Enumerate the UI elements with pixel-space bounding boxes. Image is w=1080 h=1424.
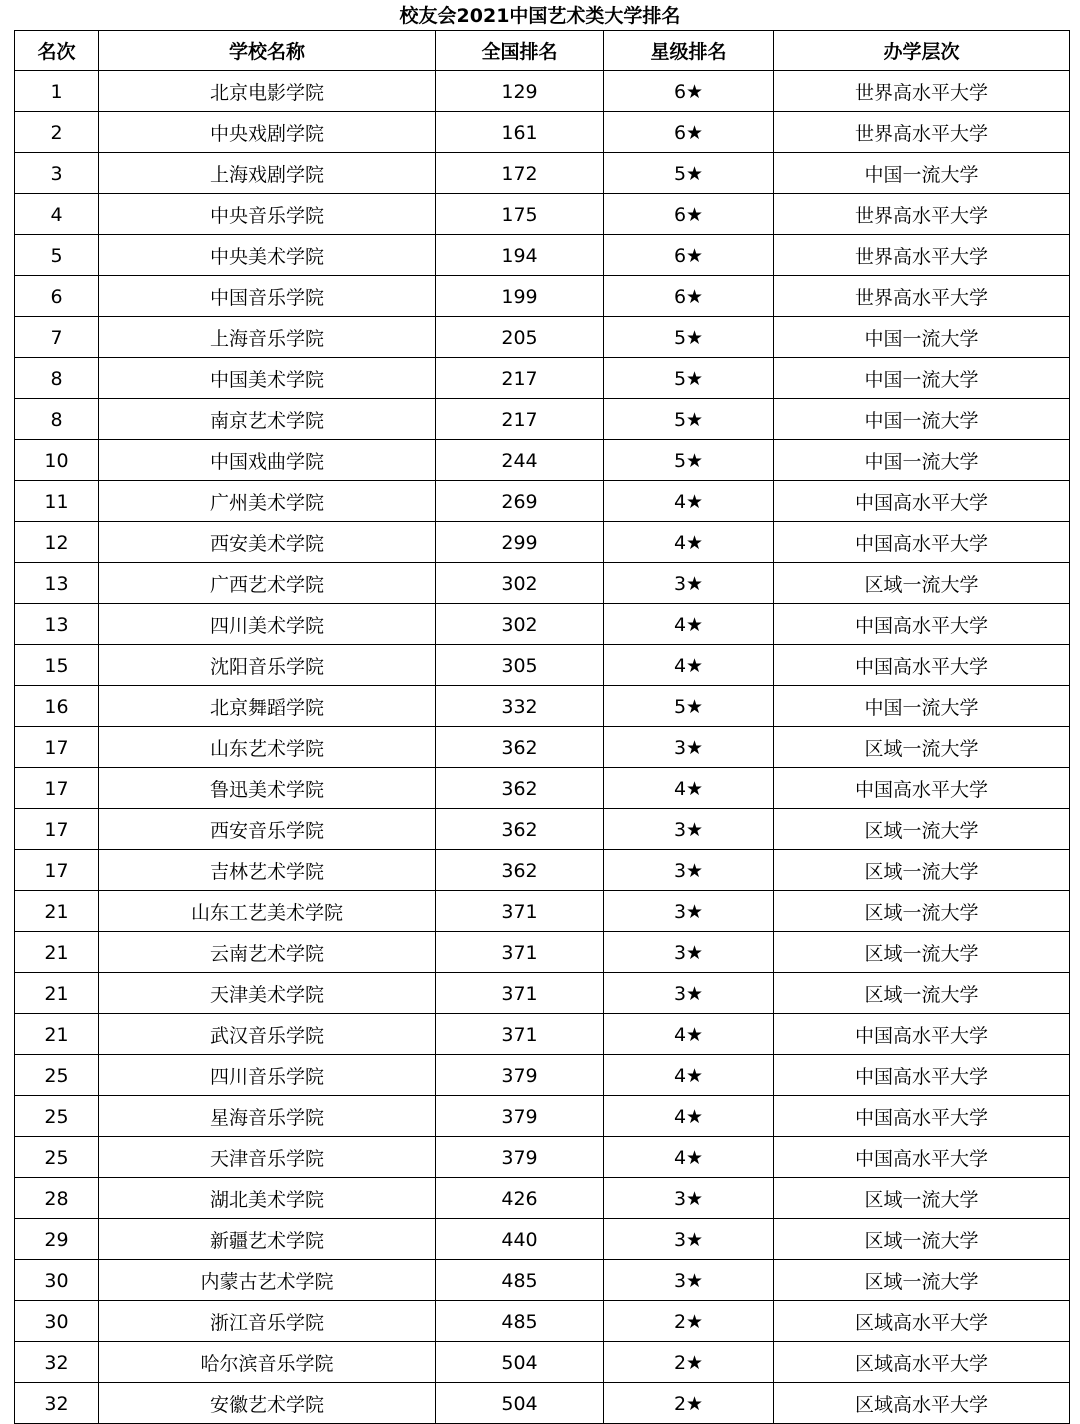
cell-level: 中国高水平大学: [774, 1014, 1070, 1055]
cell-star-rank: 4★: [604, 481, 774, 522]
cell-national-rank: 205: [436, 317, 604, 358]
cell-star-rank: 6★: [604, 235, 774, 276]
cell-national-rank: 379: [436, 1055, 604, 1096]
cell-level: 中国高水平大学: [774, 481, 1070, 522]
cell-level: 中国高水平大学: [774, 1137, 1070, 1178]
cell-rank: 28: [15, 1178, 99, 1219]
cell-rank: 8: [15, 358, 99, 399]
cell-national-rank: 371: [436, 891, 604, 932]
cell-rank: 25: [15, 1055, 99, 1096]
cell-rank: 5: [15, 235, 99, 276]
cell-school-name: 北京电影学院: [99, 71, 436, 112]
cell-school-name: 南京艺术学院: [99, 399, 436, 440]
cell-star-rank: 4★: [604, 1137, 774, 1178]
header-rank: 名次: [15, 31, 99, 71]
cell-school-name: 武汉音乐学院: [99, 1014, 436, 1055]
cell-national-rank: 485: [436, 1260, 604, 1301]
cell-rank: 1: [15, 71, 99, 112]
cell-star-rank: 3★: [604, 809, 774, 850]
table-row: [15, 768, 1070, 809]
table-row: [15, 1260, 1070, 1301]
cell-school-name: 中央美术学院: [99, 235, 436, 276]
header-school: 学校名称: [99, 31, 436, 71]
cell-rank: 17: [15, 850, 99, 891]
cell-level: 中国一流大学: [774, 399, 1070, 440]
cell-star-rank: 5★: [604, 358, 774, 399]
cell-level: 区域一流大学: [774, 1219, 1070, 1260]
cell-star-rank: 2★: [604, 1342, 774, 1383]
table-row: [15, 1219, 1070, 1260]
cell-level: 世界高水平大学: [774, 276, 1070, 317]
table-row: [15, 235, 1070, 276]
cell-star-rank: 6★: [604, 71, 774, 112]
table-row: [15, 194, 1070, 235]
cell-rank: 8: [15, 399, 99, 440]
cell-rank: 2: [15, 112, 99, 153]
table-row: [15, 1055, 1070, 1096]
cell-school-name: 浙江音乐学院: [99, 1301, 436, 1342]
cell-rank: 17: [15, 727, 99, 768]
cell-level: 世界高水平大学: [774, 194, 1070, 235]
cell-star-rank: 6★: [604, 112, 774, 153]
cell-school-name: 四川音乐学院: [99, 1055, 436, 1096]
cell-school-name: 中央戏剧学院: [99, 112, 436, 153]
cell-national-rank: 302: [436, 563, 604, 604]
cell-school-name: 安徽艺术学院: [99, 1383, 436, 1424]
table-row: [15, 645, 1070, 686]
cell-national-rank: 269: [436, 481, 604, 522]
cell-star-rank: 6★: [604, 194, 774, 235]
table-body: [15, 71, 1070, 1424]
cell-school-name: 西安美术学院: [99, 522, 436, 563]
table-row: [15, 481, 1070, 522]
table-row: [15, 850, 1070, 891]
cell-level: 区域一流大学: [774, 932, 1070, 973]
cell-level: 中国一流大学: [774, 358, 1070, 399]
cell-school-name: 内蒙古艺术学院: [99, 1260, 436, 1301]
cell-level: 区域一流大学: [774, 809, 1070, 850]
cell-rank: 17: [15, 809, 99, 850]
table-row: [15, 358, 1070, 399]
cell-level: 区域高水平大学: [774, 1383, 1070, 1424]
cell-school-name: 天津音乐学院: [99, 1137, 436, 1178]
cell-rank: 21: [15, 1014, 99, 1055]
cell-level: 中国一流大学: [774, 440, 1070, 481]
table-row: [15, 1342, 1070, 1383]
header-level: 办学层次: [774, 31, 1070, 71]
cell-level: 中国高水平大学: [774, 645, 1070, 686]
cell-school-name: 中国美术学院: [99, 358, 436, 399]
header-national-rank: 全国排名: [436, 31, 604, 71]
cell-star-rank: 4★: [604, 645, 774, 686]
cell-national-rank: 362: [436, 727, 604, 768]
cell-national-rank: 379: [436, 1096, 604, 1137]
cell-national-rank: 371: [436, 973, 604, 1014]
cell-star-rank: 4★: [604, 1096, 774, 1137]
table-row: [15, 932, 1070, 973]
cell-rank: 16: [15, 686, 99, 727]
table-row: [15, 604, 1070, 645]
cell-school-name: 上海戏剧学院: [99, 153, 436, 194]
table-row: [15, 71, 1070, 112]
cell-level: 区域高水平大学: [774, 1342, 1070, 1383]
cell-rank: 17: [15, 768, 99, 809]
table-row: [15, 809, 1070, 850]
cell-school-name: 吉林艺术学院: [99, 850, 436, 891]
cell-national-rank: 217: [436, 399, 604, 440]
cell-rank: 12: [15, 522, 99, 563]
cell-school-name: 北京舞蹈学院: [99, 686, 436, 727]
cell-national-rank: 362: [436, 809, 604, 850]
cell-rank: 15: [15, 645, 99, 686]
cell-level: 区域一流大学: [774, 1260, 1070, 1301]
cell-national-rank: 244: [436, 440, 604, 481]
table-row: [15, 440, 1070, 481]
cell-national-rank: 485: [436, 1301, 604, 1342]
cell-school-name: 天津美术学院: [99, 973, 436, 1014]
cell-level: 中国一流大学: [774, 686, 1070, 727]
cell-school-name: 沈阳音乐学院: [99, 645, 436, 686]
cell-school-name: 中国音乐学院: [99, 276, 436, 317]
cell-star-rank: 6★: [604, 276, 774, 317]
cell-school-name: 新疆艺术学院: [99, 1219, 436, 1260]
table-row: [15, 276, 1070, 317]
cell-school-name: 云南艺术学院: [99, 932, 436, 973]
cell-rank: 21: [15, 932, 99, 973]
cell-rank: 13: [15, 563, 99, 604]
cell-national-rank: 175: [436, 194, 604, 235]
table-header-row: [15, 31, 1070, 71]
cell-national-rank: 161: [436, 112, 604, 153]
cell-national-rank: 379: [436, 1137, 604, 1178]
cell-national-rank: 426: [436, 1178, 604, 1219]
cell-star-rank: 5★: [604, 317, 774, 358]
cell-school-name: 哈尔滨音乐学院: [99, 1342, 436, 1383]
cell-rank: 3: [15, 153, 99, 194]
cell-school-name: 中国戏曲学院: [99, 440, 436, 481]
cell-national-rank: 371: [436, 1014, 604, 1055]
cell-level: 区域一流大学: [774, 891, 1070, 932]
cell-star-rank: 3★: [604, 1260, 774, 1301]
table-row: [15, 973, 1070, 1014]
header-star-rank: 星级排名: [604, 31, 774, 71]
table-row: [15, 1096, 1070, 1137]
cell-level: 中国一流大学: [774, 153, 1070, 194]
cell-rank: 13: [15, 604, 99, 645]
cell-star-rank: 2★: [604, 1383, 774, 1424]
cell-star-rank: 5★: [604, 686, 774, 727]
cell-school-name: 星海音乐学院: [99, 1096, 436, 1137]
table-row: [15, 1137, 1070, 1178]
cell-school-name: 鲁迅美术学院: [99, 768, 436, 809]
cell-rank: 11: [15, 481, 99, 522]
cell-national-rank: 362: [436, 768, 604, 809]
cell-national-rank: 199: [436, 276, 604, 317]
cell-level: 区域高水平大学: [774, 1301, 1070, 1342]
cell-rank: 10: [15, 440, 99, 481]
table-row: [15, 317, 1070, 358]
cell-star-rank: 3★: [604, 973, 774, 1014]
cell-star-rank: 5★: [604, 399, 774, 440]
cell-rank: 4: [15, 194, 99, 235]
cell-national-rank: 302: [436, 604, 604, 645]
cell-star-rank: 3★: [604, 1178, 774, 1219]
cell-national-rank: 371: [436, 932, 604, 973]
cell-school-name: 广州美术学院: [99, 481, 436, 522]
cell-rank: 32: [15, 1342, 99, 1383]
table-row: [15, 727, 1070, 768]
cell-star-rank: 3★: [604, 563, 774, 604]
cell-star-rank: 4★: [604, 1055, 774, 1096]
table-row: [15, 1383, 1070, 1424]
cell-star-rank: 3★: [604, 727, 774, 768]
table-row: [15, 686, 1070, 727]
cell-school-name: 西安音乐学院: [99, 809, 436, 850]
table-row: [15, 1301, 1070, 1342]
cell-level: 中国高水平大学: [774, 604, 1070, 645]
cell-level: 世界高水平大学: [774, 112, 1070, 153]
cell-school-name: 山东艺术学院: [99, 727, 436, 768]
cell-star-rank: 3★: [604, 932, 774, 973]
cell-star-rank: 3★: [604, 891, 774, 932]
cell-level: 中国高水平大学: [774, 768, 1070, 809]
cell-level: 区域一流大学: [774, 1178, 1070, 1219]
cell-level: 中国高水平大学: [774, 522, 1070, 563]
cell-level: 中国一流大学: [774, 317, 1070, 358]
cell-school-name: 广西艺术学院: [99, 563, 436, 604]
table-row: [15, 522, 1070, 563]
cell-national-rank: 299: [436, 522, 604, 563]
cell-rank: 21: [15, 973, 99, 1014]
cell-level: 区域一流大学: [774, 973, 1070, 1014]
cell-national-rank: 332: [436, 686, 604, 727]
cell-national-rank: 194: [436, 235, 604, 276]
cell-national-rank: 362: [436, 850, 604, 891]
cell-star-rank: 3★: [604, 850, 774, 891]
cell-rank: 21: [15, 891, 99, 932]
cell-star-rank: 3★: [604, 1219, 774, 1260]
table-row: [15, 563, 1070, 604]
cell-national-rank: 305: [436, 645, 604, 686]
cell-star-rank: 4★: [604, 522, 774, 563]
cell-national-rank: 129: [436, 71, 604, 112]
cell-star-rank: 5★: [604, 440, 774, 481]
cell-level: 世界高水平大学: [774, 235, 1070, 276]
table-row: [15, 1178, 1070, 1219]
table-row: [15, 1014, 1070, 1055]
cell-school-name: 山东工艺美术学院: [99, 891, 436, 932]
table-row: [15, 399, 1070, 440]
cell-rank: 25: [15, 1137, 99, 1178]
cell-level: 区域一流大学: [774, 563, 1070, 604]
cell-national-rank: 504: [436, 1342, 604, 1383]
cell-rank: 32: [15, 1383, 99, 1424]
cell-school-name: 四川美术学院: [99, 604, 436, 645]
table-row: [15, 891, 1070, 932]
cell-rank: 29: [15, 1219, 99, 1260]
ranking-table: [14, 30, 1070, 1424]
cell-national-rank: 217: [436, 358, 604, 399]
cell-level: 区域一流大学: [774, 850, 1070, 891]
cell-level: 中国高水平大学: [774, 1055, 1070, 1096]
cell-level: 世界高水平大学: [774, 71, 1070, 112]
cell-national-rank: 504: [436, 1383, 604, 1424]
cell-star-rank: 2★: [604, 1301, 774, 1342]
cell-rank: 30: [15, 1260, 99, 1301]
cell-national-rank: 172: [436, 153, 604, 194]
cell-level: 中国高水平大学: [774, 1096, 1070, 1137]
cell-school-name: 中央音乐学院: [99, 194, 436, 235]
cell-rank: 30: [15, 1301, 99, 1342]
cell-rank: 7: [15, 317, 99, 358]
cell-rank: 25: [15, 1096, 99, 1137]
cell-national-rank: 440: [436, 1219, 604, 1260]
cell-level: 区域一流大学: [774, 727, 1070, 768]
cell-star-rank: 4★: [604, 604, 774, 645]
cell-school-name: 上海音乐学院: [99, 317, 436, 358]
cell-star-rank: 5★: [604, 153, 774, 194]
cell-rank: 6: [15, 276, 99, 317]
table-row: [15, 153, 1070, 194]
table-row: [15, 112, 1070, 153]
page-title: 校友会2021中国艺术类大学排名: [399, 5, 681, 27]
cell-school-name: 湖北美术学院: [99, 1178, 436, 1219]
cell-star-rank: 4★: [604, 1014, 774, 1055]
cell-star-rank: 4★: [604, 768, 774, 809]
